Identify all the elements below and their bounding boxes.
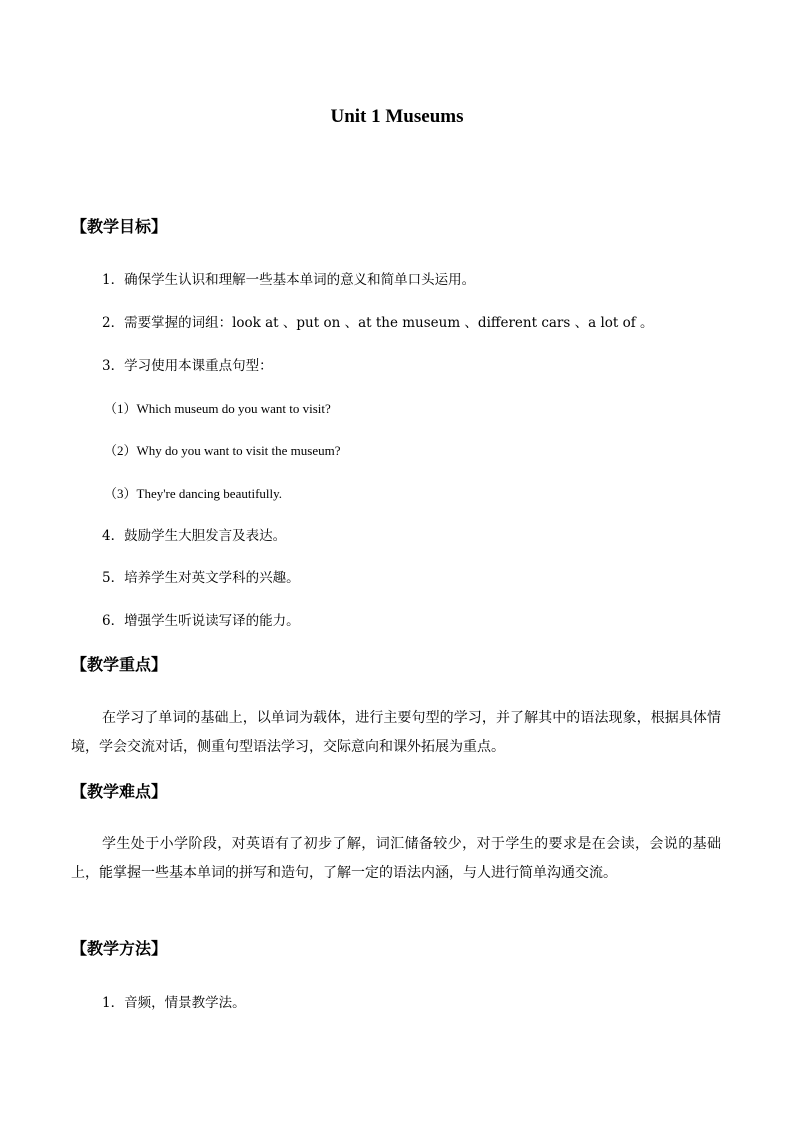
sentence-pattern-1: （1）Which museum do you want to visit? <box>104 401 331 416</box>
section-heading-objectives: 【教学目标】 <box>71 217 168 236</box>
sentence-pattern-3: （3）They're dancing beautifully. <box>104 486 283 501</box>
objective-item-6: 6．增强学生听说读写译的能力。 <box>102 613 300 629</box>
objective-item-2: 2．需要掌握的词组：look at 、put on 、at the museum 、different cars 、a lot of 。 <box>102 315 654 331</box>
sentence-pattern-2: （2）Why do you want to visit the museum? <box>104 443 341 458</box>
objective-item-5: 5．培养学生对英文学科的兴趣。 <box>102 570 300 586</box>
key-points-paragraph: 在学习了单词的基础上，以单词为载体，进行主要句型的学习，并了解其中的语法现象，根据具体情境，学会交流对话，侧重句型语法学习，交际意向和课外拓展为重点。 <box>71 710 721 755</box>
section-heading-difficulties: 【教学难点】 <box>71 782 168 801</box>
section-heading-key-points: 【教学重点】 <box>71 655 168 674</box>
difficulties-paragraph: 学生处于小学阶段，对英语有了初步了解，词汇储备较少，对于学生的要求是在会读，会说的基础上，能掌握一些基本单词的拼写和造句，了解一定的语法内涵，与人进行简单沟通交流。 <box>71 836 721 881</box>
objective-item-3: 3．学习使用本课重点句型： <box>102 358 273 374</box>
section-heading-methods: 【教学方法】 <box>71 939 168 958</box>
method-item-1: 1．音频，情景教学法。 <box>102 995 246 1011</box>
objective-item-1: 1．确保学生认识和理解一些基本单词的意义和简单口头运用。 <box>102 272 476 288</box>
objective-item-4: 4．鼓励学生大胆发言及表达。 <box>102 528 287 544</box>
document-title: Unit 1 Museums <box>330 106 464 127</box>
